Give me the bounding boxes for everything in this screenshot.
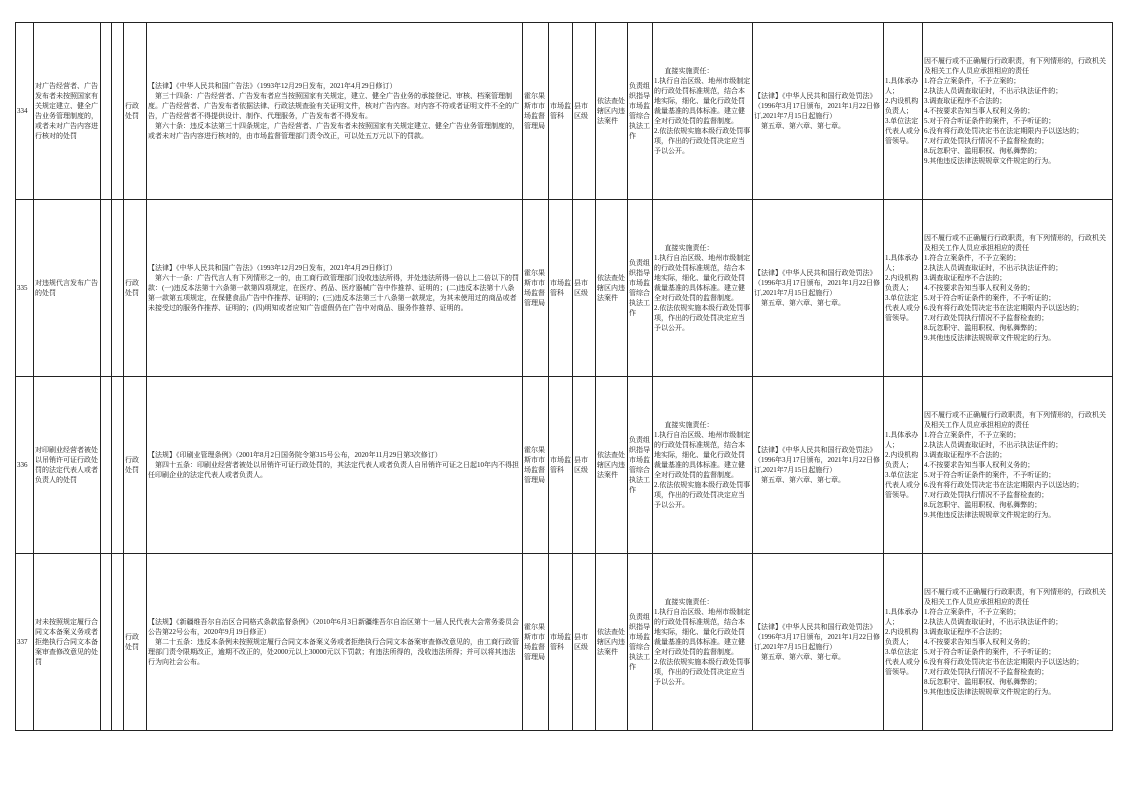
duty-description-cell [628, 377, 653, 554]
blank-column-a-cell [101, 554, 112, 731]
administrative-level-text: 县市区级 [574, 279, 588, 297]
item-name-cell [34, 200, 101, 377]
administrative-level-cell [573, 554, 596, 731]
power-category-text: 行政处罚 [125, 279, 139, 297]
power-category-text: 行政处罚 [125, 633, 139, 651]
accountability-cases-line: 4.不按要求告知当事人权利义务的； [924, 638, 1035, 646]
accountability-cases-line: 7.对行政处罚执行情况不予监督检查的； [924, 314, 1049, 322]
responsibility-basis-line: 【法律】《中华人民共和国行政处罚法》（1996年3月17日颁布，2021年1月22日修订,2021年7月15日起施行） [754, 623, 880, 651]
blank-column-a-cell [101, 200, 112, 377]
responsible-persons-cell [884, 23, 923, 200]
accountability-cases-line: 7.对行政处罚执行情况不予监督检查的； [924, 137, 1049, 145]
accountability-cases-line: 1.符合立案条件，不予立案的； [924, 431, 1021, 439]
accountability-cases-line: 8.玩忽职守、滥用职权、徇私舞弊的； [924, 678, 1042, 686]
implementing-body-text: 霍尔果斯市市场监督管理局 [524, 446, 545, 484]
legal-basis-cell [147, 554, 523, 731]
responsibility-basis-line: 【法律】《中华人民共和国行政处罚法》（1996年3月17日颁布，2021年1月22日修订,2021年7月15日起施行） [754, 92, 880, 120]
legal-basis-cell [147, 377, 523, 554]
handling-department-cell [549, 377, 573, 554]
item-name-cell [34, 377, 101, 554]
responsibility-items-line: 直接实施责任： [664, 67, 714, 75]
implementing-body-text: 霍尔果斯市市场监督管理局 [524, 269, 545, 307]
legal-basis-line: 【法规】《印刷业管理条例》（2001年8月2日国务院令第315号公布，2020年11月29日第3次修订） [148, 451, 442, 459]
accountability-cases-line: 因不履行或不正确履行行政职责，有下列情形的，行政机关及相关工作人员应承担相应的责任 [924, 411, 1106, 429]
implementing-body-cell [523, 377, 549, 554]
accountability-cases-cell [923, 377, 1113, 554]
power-category-text: 行政处罚 [125, 102, 139, 120]
accountability-cases-line: 因不履行或不正确履行行政职责，有下列情形的，行政机关及相关工作人员应承担相应的责任 [924, 234, 1106, 252]
implementing-body-cell [523, 23, 549, 200]
responsible-persons-line: 1.具体承办人； [885, 431, 919, 449]
responsibility-basis-cell [753, 200, 884, 377]
enforcement-scope-cell [596, 554, 628, 731]
legal-basis-line: 第六十一条：广告代言人有下列情形之一的，由工商行政管理部门没收违法所得，并处违法所得一倍以上二倍以下的罚款：(一)违反本法第十六条第一款第四项规定，在医疗、药品、医疗器械广告中作推荐、证明的；(二)违反本法第十八条第一款第五项规定，在保健食品广告中作推荐、证明的；(三)违反本法第三十八条第一款规定，为其未使用过的商品或者未接受过的服务作推荐、证明的；(四)明知或者应知广告虚假仍在广告中对商品、服务作推荐、证明的。 [148, 274, 519, 312]
implementing-body-text: 霍尔果斯市市场监督管理局 [524, 623, 545, 661]
enforcement-scope-text: 依法查处辖区内违法案件 [597, 97, 625, 125]
item-number-text: 335 [17, 284, 28, 292]
responsibility-items-cell [653, 377, 753, 554]
item-number-cell [16, 23, 34, 200]
administrative-level-text: 县市区级 [574, 633, 588, 651]
legal-basis-line: 第二十五条：违反本条例未按照规定履行合同文本备案义务或者拒绝执行合同文本备案审查修改意见的，由工商行政管理部门责令限期改正，逾期不改正的，处2000元以上30000元以下罚款；有违法所得的，没收违法所得；并可以将其违法行为向社会公布。 [148, 638, 519, 666]
accountability-cases-line: 8.玩忽职守、滥用职权、徇私舞弊的； [924, 501, 1042, 509]
responsibility-items-line: 1.执行自治区级、地州市级制定的行政处罚标准规范，结合本地实际，细化、量化行政处罚裁量基准的具体标准。建立健全对行政处罚的监督制度。 [654, 254, 751, 302]
responsibility-basis-line: 第五章、第六章、第七章。 [761, 653, 845, 661]
enforcement-scope-text: 依法查处辖区内违法案件 [597, 451, 625, 479]
enforcement-scope-cell [596, 200, 628, 377]
responsibility-items-line: 直接实施责任： [664, 421, 714, 429]
accountability-cases-line: 5.对于符合听证条件的案件，不予听证的； [924, 471, 1056, 479]
responsible-persons-line: 3.单位法定代表人或分管领导。 [885, 117, 920, 145]
responsibility-items-line: 2.依法依规实施本级行政处罚事项，作出的行政处罚决定应当予以公开。 [654, 304, 751, 332]
administrative-level-text: 县市区级 [574, 102, 588, 120]
duty-description-cell [628, 200, 653, 377]
responsible-persons-line: 3.单位法定代表人或分管领导。 [885, 648, 920, 676]
power-responsibility-table [15, 22, 1113, 731]
legal-basis-cell [147, 23, 523, 200]
item-name-text: 对印刷业经营者被处以吊销许可证行政处罚的法定代表人或者负责人的处罚 [35, 446, 98, 484]
responsibility-items-cell [653, 200, 753, 377]
accountability-cases-line: 9.其他违反法律法规规章文件规定的行为。 [924, 334, 1056, 342]
accountability-cases-line: 3.调查取证程序不合法的； [924, 274, 1007, 282]
blank-column-b-cell [112, 23, 124, 200]
legal-basis-line: 第四十五条：印刷业经营者被处以吊销许可证行政处罚的，其法定代表人或者负责人自吊销许可证之日起10年内不得担任印刷企业的法定代表人或者负责人。 [148, 461, 519, 479]
blank-column-a-cell [101, 23, 112, 200]
responsibility-items-line: 2.依法依规实施本级行政处罚事项，作出的行政处罚决定应当予以公开。 [654, 127, 751, 155]
accountability-cases-line: 2.执法人员调查取证时，不出示执法证件的； [924, 87, 1063, 95]
handling-department-text: 市场监管科 [550, 633, 571, 651]
item-number-cell [16, 554, 34, 731]
accountability-cases-line: 3.调查取证程序不合法的； [924, 451, 1007, 459]
accountability-cases-line: 9.其他违反法律法规规章文件规定的行为。 [924, 511, 1056, 519]
accountability-cases-line: 4.不按要求告知当事人权利义务的； [924, 284, 1035, 292]
power-category-cell [124, 23, 147, 200]
accountability-cases-line: 4.不按要求告知当事人权利义务的； [924, 107, 1035, 115]
table-row [16, 200, 1113, 377]
duty-description-text: 负责组织指导市场监管综合执法工作 [629, 82, 650, 140]
administrative-level-text: 县市区级 [574, 456, 588, 474]
accountability-cases-line: 3.调查取证程序不合法的； [924, 628, 1007, 636]
power-category-cell [124, 554, 147, 731]
legal-basis-line: 【法规】《新疆维吾尔自治区合同格式条款监督条例》（2010年6月3日新疆维吾尔自治区第十一届人民代表大会常务委员会公告第22号公布，2020年9月19日修正） [148, 618, 519, 636]
implementing-body-cell [523, 200, 549, 377]
duty-description-text: 负责组织指导市场监管综合执法工作 [629, 436, 650, 494]
responsibility-items-line: 2.依法依规实施本级行政处罚事项，作出的行政处罚决定应当予以公开。 [654, 658, 751, 686]
enforcement-scope-text: 依法查处辖区内违法案件 [597, 274, 625, 302]
accountability-cases-line: 8.玩忽职守、滥用职权、徇私舞弊的； [924, 324, 1042, 332]
accountability-cases-line: 5.对于符合听证条件的案件，不予听证的； [924, 117, 1056, 125]
accountability-cases-line: 6.没有将行政处罚决定书在法定期限内予以送达的； [924, 304, 1084, 312]
responsible-persons-line: 3.单位法定代表人或分管领导。 [885, 471, 920, 499]
responsibility-basis-cell [753, 377, 884, 554]
accountability-cases-line: 8.玩忽职守、滥用职权、徇私舞弊的； [924, 147, 1042, 155]
accountability-cases-cell [923, 200, 1113, 377]
responsible-persons-cell [884, 554, 923, 731]
duty-description-text: 负责组织指导市场监管综合执法工作 [629, 613, 650, 671]
blank-column-a-cell [101, 377, 112, 554]
legal-basis-line: 【法律】《中华人民共和国广告法》（1993年12月29日发布，2021年4月29日修订） [148, 82, 397, 90]
item-number-text: 334 [17, 107, 28, 115]
accountability-cases-line: 3.调查取证程序不合法的； [924, 97, 1007, 105]
responsibility-items-line: 1.执行自治区级、地州市级制定的行政处罚标准规范，结合本地实际，细化、量化行政处罚裁量基准的具体标准。建立健全对行政处罚的监督制度。 [654, 431, 751, 479]
responsibility-basis-line: 第五章、第六章、第七章。 [761, 476, 845, 484]
responsible-persons-line: 3.单位法定代表人或分管领导。 [885, 294, 920, 322]
duty-description-cell [628, 23, 653, 200]
enforcement-scope-cell [596, 23, 628, 200]
accountability-cases-line: 2.执法人员调查取证时，不出示执法证件的； [924, 441, 1063, 449]
responsible-persons-line: 1.具体承办人； [885, 254, 919, 272]
accountability-cases-line: 6.没有将行政处罚决定书在法定期限内予以送达的； [924, 481, 1084, 489]
responsible-persons-line: 2.内设机构负责人； [885, 274, 919, 292]
power-category-cell [124, 200, 147, 377]
blank-column-b-cell [112, 554, 124, 731]
handling-department-cell [549, 23, 573, 200]
responsibility-basis-cell [753, 554, 884, 731]
blank-column-b-cell [112, 377, 124, 554]
legal-basis-cell [147, 200, 523, 377]
responsibility-basis-line: 【法律】《中华人民共和国行政处罚法》（1996年3月17日颁布，2021年1月22日修订,2021年7月15日起施行） [754, 446, 880, 474]
item-number-text: 337 [17, 638, 28, 646]
item-number-cell [16, 200, 34, 377]
responsibility-items-cell [653, 554, 753, 731]
handling-department-text: 市场监管科 [550, 279, 571, 297]
enforcement-scope-cell [596, 377, 628, 554]
accountability-cases-line: 5.对于符合听证条件的案件，不予听证的； [924, 648, 1056, 656]
duty-description-cell [628, 554, 653, 731]
handling-department-cell [549, 554, 573, 731]
responsible-persons-cell [884, 377, 923, 554]
handling-department-cell [549, 200, 573, 377]
table-row [16, 377, 1113, 554]
responsibility-basis-cell [753, 23, 884, 200]
responsible-persons-cell [884, 200, 923, 377]
legal-basis-line: 【法律】《中华人民共和国广告法》（1993年12月29日发布，2021年4月29日修订） [148, 264, 397, 272]
responsibility-basis-line: 第五章、第六章、第七章。 [761, 299, 845, 307]
duty-description-text: 负责组织指导市场监管综合执法工作 [629, 259, 650, 317]
responsibility-items-line: 1.执行自治区级、地州市级制定的行政处罚标准规范，结合本地实际，细化、量化行政处罚裁量基准的具体标准。建立健全对行政处罚的监督制度。 [654, 77, 751, 125]
implementing-body-cell [523, 554, 549, 731]
responsibility-items-line: 直接实施责任： [664, 244, 714, 252]
item-number-text: 336 [17, 461, 28, 469]
enforcement-scope-text: 依法查处辖区内违法案件 [597, 628, 625, 656]
administrative-level-cell [573, 200, 596, 377]
accountability-cases-cell [923, 554, 1113, 731]
accountability-cases-cell [923, 23, 1113, 200]
accountability-cases-line: 9.其他违反法律法规规章文件规定的行为。 [924, 688, 1056, 696]
table-row [16, 23, 1113, 200]
accountability-cases-line: 6.没有将行政处罚决定书在法定期限内予以送达的； [924, 658, 1084, 666]
accountability-cases-line: 1.符合立案条件，不予立案的； [924, 77, 1021, 85]
accountability-cases-line: 5.对于符合听证条件的案件，不予听证的； [924, 294, 1056, 302]
accountability-cases-line: 6.没有将行政处罚决定书在法定期限内予以送达的； [924, 127, 1084, 135]
legal-basis-line: 第六十条：违反本法第三十四条规定，广告经营者、广告发布者未按照国家有关规定建立、健全广告业务管理制度的，或者未对广告内容进行核对的，由市场监督管理部门责令改正，可以处五万元以下的罚款。 [148, 122, 519, 140]
responsibility-items-cell [653, 23, 753, 200]
responsibility-basis-line: 【法律】《中华人民共和国行政处罚法》（1996年3月17日颁布，2021年1月22日修订,2021年7月15日起施行） [754, 269, 880, 297]
responsibility-items-line: 1.执行自治区级、地州市级制定的行政处罚标准规范，结合本地实际，细化、量化行政处罚裁量基准的具体标准。建立健全对行政处罚的监督制度。 [654, 608, 751, 656]
implementing-body-text: 霍尔果斯市市场监督管理局 [524, 92, 545, 130]
item-name-text: 对未按照规定履行合同文本备案义务或者拒绝执行合同文本备案审查修改意见的处罚 [35, 618, 98, 666]
responsibility-basis-line: 第五章、第六章、第七章。 [761, 122, 845, 130]
table-body [16, 23, 1113, 731]
accountability-cases-line: 因不履行或不正确履行行政职责，有下列情形的，行政机关及相关工作人员应承担相应的责任 [924, 57, 1106, 75]
accountability-cases-line: 因不履行或不正确履行行政职责，有下列情形的，行政机关及相关工作人员应承担相应的责任 [924, 588, 1106, 606]
accountability-cases-line: 2.执法人员调查取证时，不出示执法证件的； [924, 264, 1063, 272]
item-name-cell [34, 23, 101, 200]
power-category-text: 行政处罚 [125, 456, 139, 474]
item-name-text: 对违规代言发布广告的处罚 [35, 279, 98, 297]
responsible-persons-line: 1.具体承办人； [885, 77, 919, 95]
responsible-persons-line: 2.内设机构负责人； [885, 628, 919, 646]
administrative-level-cell [573, 23, 596, 200]
handling-department-text: 市场监管科 [550, 102, 571, 120]
responsible-persons-line: 1.具体承办人； [885, 608, 919, 626]
table-row [16, 554, 1113, 731]
legal-basis-line: 第三十四条：广告经营者、广告发布者应当按照国家有关规定，建立、健全广告业务的承接登记、审核、档案管理制度。广告经营者、广告发布者依据法律、行政法规查验有关证明文件，核对广告内容。对内容不符或者证明文件不全的广告，广告经营者不得提供设计、制作、代理服务，广告发布者不得发布。 [148, 92, 519, 120]
responsible-persons-line: 2.内设机构负责人； [885, 97, 919, 115]
accountability-cases-line: 9.其他违反法律法规规章文件规定的行为。 [924, 157, 1056, 165]
accountability-cases-line: 2.执法人员调查取证时，不出示执法证件的； [924, 618, 1063, 626]
responsibility-items-line: 直接实施责任： [664, 598, 714, 606]
accountability-cases-line: 1.符合立案条件，不予立案的； [924, 608, 1021, 616]
responsible-persons-line: 2.内设机构负责人； [885, 451, 919, 469]
item-number-cell [16, 377, 34, 554]
handling-department-text: 市场监管科 [550, 456, 571, 474]
accountability-cases-line: 1.符合立案条件，不予立案的； [924, 254, 1021, 262]
blank-column-b-cell [112, 200, 124, 377]
item-name-cell [34, 554, 101, 731]
accountability-cases-line: 4.不按要求告知当事人权利义务的； [924, 461, 1035, 469]
item-name-text: 对广告经营者、广告发布者未按照国家有关规定建立、健全广告业务管理制度的，或者未对广告内容进行核对的处罚 [35, 82, 98, 140]
power-category-cell [124, 377, 147, 554]
administrative-level-cell [573, 377, 596, 554]
accountability-cases-line: 7.对行政处罚执行情况不予监督检查的； [924, 668, 1049, 676]
responsibility-items-line: 2.依法依规实施本级行政处罚事项，作出的行政处罚决定应当予以公开。 [654, 481, 751, 509]
accountability-cases-line: 7.对行政处罚执行情况不予监督检查的； [924, 491, 1049, 499]
